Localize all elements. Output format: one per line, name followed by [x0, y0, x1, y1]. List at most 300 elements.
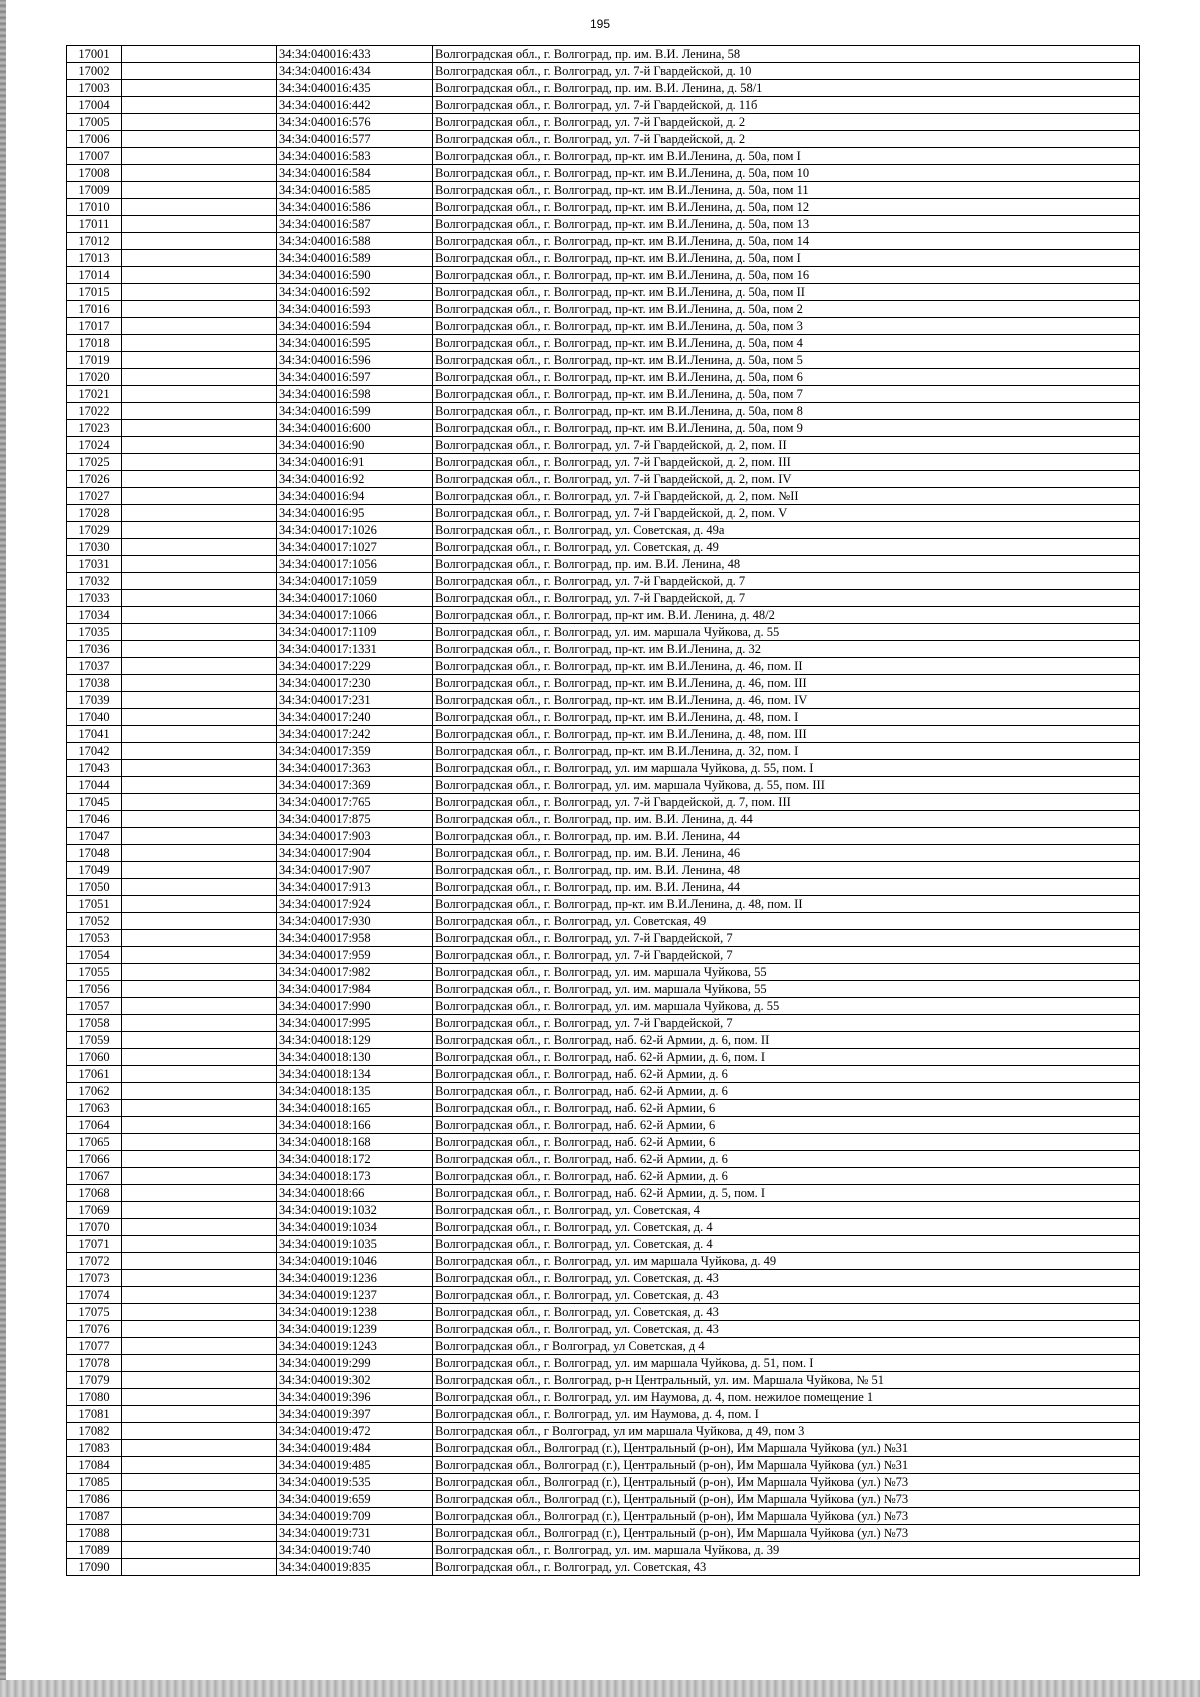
address-cell: Волгоградская обл., г. Волгоград, ул. Советская, д. 43	[433, 1321, 1140, 1338]
row-number-cell: 17056	[67, 981, 122, 998]
table-row	[67, 1083, 1140, 1100]
cadastral-number-cell: 34:34:040018:168	[277, 1134, 433, 1151]
cadastral-number-cell: 34:34:040017:765	[277, 794, 433, 811]
table-row	[67, 1389, 1140, 1406]
cadastral-number-cell: 34:34:040016:592	[277, 284, 433, 301]
table-row	[67, 63, 1140, 80]
address-cell: Волгоградская обл., г. Волгоград, ул. 7-й Гвардейской, д. 2, пом. IV	[433, 471, 1140, 488]
address-cell: Волгоградская обл., г. Волгоград, пр-кт. им В.И.Ленина, д. 50а, пом 11	[433, 182, 1140, 199]
table-row	[67, 1321, 1140, 1338]
cadastral-number-cell: 34:34:040017:240	[277, 709, 433, 726]
name-cell	[122, 335, 277, 352]
cadastral-number-cell: 34:34:040019:472	[277, 1423, 433, 1440]
cadastral-number-cell: 34:34:040019:1046	[277, 1253, 433, 1270]
cadastral-number-cell: 34:34:040016:91	[277, 454, 433, 471]
table-row	[67, 216, 1140, 233]
table-row	[67, 998, 1140, 1015]
row-number-cell: 17063	[67, 1100, 122, 1117]
table-row	[67, 777, 1140, 794]
name-cell	[122, 1049, 277, 1066]
cadastral-number-cell: 34:34:040017:1331	[277, 641, 433, 658]
address-cell: Волгоградская обл., г. Волгоград, ул. им. маршала Чуйкова, 55	[433, 981, 1140, 998]
address-cell: Волгоградская обл., г. Волгоград, наб. 62-й Армии, д. 6	[433, 1168, 1140, 1185]
row-number-cell: 17043	[67, 760, 122, 777]
name-cell	[122, 233, 277, 250]
cadastral-number-cell: 34:34:040018:173	[277, 1168, 433, 1185]
row-number-cell: 17045	[67, 794, 122, 811]
name-cell	[122, 1508, 277, 1525]
address-cell: Волгоградская обл., г. Волгоград, пр. им. В.И. Ленина, 44	[433, 828, 1140, 845]
cadastral-number-cell: 34:34:040016:593	[277, 301, 433, 318]
cadastral-number-cell: 34:34:040018:166	[277, 1117, 433, 1134]
table-row	[67, 1423, 1140, 1440]
name-cell	[122, 1083, 277, 1100]
address-cell: Волгоградская обл., Волгоград (г.), Центральный (р-он), Им Маршала Чуйкова (ул.) №31	[433, 1440, 1140, 1457]
row-number-cell: 17069	[67, 1202, 122, 1219]
table-row	[67, 199, 1140, 216]
cadastral-number-cell: 34:34:040016:587	[277, 216, 433, 233]
table-row	[67, 1168, 1140, 1185]
name-cell	[122, 63, 277, 80]
name-cell	[122, 845, 277, 862]
cadastral-number-cell: 34:34:040016:94	[277, 488, 433, 505]
cadastral-number-cell: 34:34:040017:990	[277, 998, 433, 1015]
address-cell: Волгоградская обл., г. Волгоград, пр. им. В.И. Ленина, д. 44	[433, 811, 1140, 828]
table-row	[67, 1559, 1140, 1576]
name-cell	[122, 828, 277, 845]
name-cell	[122, 505, 277, 522]
cadastral-number-cell: 34:34:040018:172	[277, 1151, 433, 1168]
registry-table	[66, 45, 1140, 1576]
name-cell	[122, 539, 277, 556]
table-row	[67, 1185, 1140, 1202]
row-number-cell: 17090	[67, 1559, 122, 1576]
row-number-cell: 17074	[67, 1287, 122, 1304]
row-number-cell: 17008	[67, 165, 122, 182]
row-number-cell: 17065	[67, 1134, 122, 1151]
name-cell	[122, 386, 277, 403]
name-cell	[122, 1474, 277, 1491]
cadastral-number-cell: 34:34:040017:958	[277, 930, 433, 947]
name-cell	[122, 284, 277, 301]
address-cell: Волгоградская обл., г. Волгоград, пр-кт им. В.И. Ленина, д. 48/2	[433, 607, 1140, 624]
name-cell	[122, 981, 277, 998]
address-cell: Волгоградская обл., г. Волгоград, пр-кт. им В.И.Ленина, д. 50а, пом 16	[433, 267, 1140, 284]
row-number-cell: 17064	[67, 1117, 122, 1134]
table-row	[67, 369, 1140, 386]
cadastral-number-cell: 34:34:040019:835	[277, 1559, 433, 1576]
name-cell	[122, 1032, 277, 1049]
address-cell: Волгоградская обл., г. Волгоград, ул. 7-й Гвардейской, д. 2, пом. III	[433, 454, 1140, 471]
row-number-cell: 17058	[67, 1015, 122, 1032]
address-cell: Волгоградская обл., г. Волгоград, пр-кт. им В.И.Ленина, д. 46, пом. II	[433, 658, 1140, 675]
address-cell: Волгоградская обл., г. Волгоград, наб. 62-й Армии, 6	[433, 1134, 1140, 1151]
name-cell	[122, 420, 277, 437]
address-cell: Волгоградская обл., г. Волгоград, ул. Советская, д. 43	[433, 1287, 1140, 1304]
name-cell	[122, 658, 277, 675]
address-cell: Волгоградская обл., г. Волгоград, пр-кт. им В.И.Ленина, д. 50а, пом 8	[433, 403, 1140, 420]
cadastral-number-cell: 34:34:040016:576	[277, 114, 433, 131]
table-row	[67, 352, 1140, 369]
address-cell: Волгоградская обл., г. Волгоград, ул. 7-й Гвардейской, д. 2, пом. V	[433, 505, 1140, 522]
registry-body	[67, 46, 1140, 1576]
table-row	[67, 301, 1140, 318]
table-row	[67, 471, 1140, 488]
scan-edge-left	[0, 0, 6, 1697]
cadastral-number-cell: 34:34:040017:1066	[277, 607, 433, 624]
table-row	[67, 930, 1140, 947]
table-row	[67, 420, 1140, 437]
address-cell: Волгоградская обл., г. Волгоград, ул. 7-й Гвардейской, д. 7, пом. III	[433, 794, 1140, 811]
cadastral-number-cell: 34:34:040016:442	[277, 97, 433, 114]
name-cell	[122, 998, 277, 1015]
name-cell	[122, 590, 277, 607]
cadastral-number-cell: 34:34:040019:1032	[277, 1202, 433, 1219]
table-row	[67, 709, 1140, 726]
name-cell	[122, 199, 277, 216]
row-number-cell: 17088	[67, 1525, 122, 1542]
address-cell: Волгоградская обл., г. Волгоград, ул. 7-й Гвардейской, д. 2, пом. II	[433, 437, 1140, 454]
address-cell: Волгоградская обл., г. Волгоград, р-н Центральный, ул. им. Маршала Чуйкова, № 51	[433, 1372, 1140, 1389]
name-cell	[122, 794, 277, 811]
address-cell: Волгоградская обл., г. Волгоград, ул. им. маршала Чуйкова, 55	[433, 964, 1140, 981]
row-number-cell: 17084	[67, 1457, 122, 1474]
table-row	[67, 454, 1140, 471]
address-cell: Волгоградская обл., г. Волгоград, ул. Советская, д. 43	[433, 1270, 1140, 1287]
table-row	[67, 896, 1140, 913]
address-cell: Волгоградская обл., г. Волгоград, ул. им Наумова, д. 4, пом. I	[433, 1406, 1140, 1423]
table-row	[67, 658, 1140, 675]
table-row	[67, 437, 1140, 454]
address-cell: Волгоградская обл., г. Волгоград, пр-кт. им В.И.Ленина, д. 46, пом. IV	[433, 692, 1140, 709]
table-row	[67, 981, 1140, 998]
address-cell: Волгоградская обл., г. Волгоград, ул. 7-й Гвардейской, д. 10	[433, 63, 1140, 80]
row-number-cell: 17061	[67, 1066, 122, 1083]
name-cell	[122, 1236, 277, 1253]
cadastral-number-cell: 34:34:040019:740	[277, 1542, 433, 1559]
row-number-cell: 17051	[67, 896, 122, 913]
cadastral-number-cell: 34:34:040017:1109	[277, 624, 433, 641]
row-number-cell: 17027	[67, 488, 122, 505]
address-cell: Волгоградская обл., г. Волгоград, пр-кт. им В.И.Ленина, д. 32	[433, 641, 1140, 658]
name-cell	[122, 556, 277, 573]
cadastral-number-cell: 34:34:040017:995	[277, 1015, 433, 1032]
address-cell: Волгоградская обл., г. Волгоград, ул. 7-й Гвардейской, д. 2	[433, 114, 1140, 131]
name-cell	[122, 896, 277, 913]
table-row	[67, 607, 1140, 624]
row-number-cell: 17033	[67, 590, 122, 607]
name-cell	[122, 1202, 277, 1219]
table-row	[67, 1440, 1140, 1457]
table-row	[67, 1066, 1140, 1083]
cadastral-number-cell: 34:34:040019:659	[277, 1491, 433, 1508]
name-cell	[122, 1304, 277, 1321]
cadastral-number-cell: 34:34:040017:913	[277, 879, 433, 896]
cadastral-number-cell: 34:34:040019:731	[277, 1525, 433, 1542]
table-row	[67, 1355, 1140, 1372]
name-cell	[122, 1559, 277, 1576]
row-number-cell: 17086	[67, 1491, 122, 1508]
row-number-cell: 17020	[67, 369, 122, 386]
name-cell	[122, 471, 277, 488]
address-cell: Волгоградская обл., г. Волгоград, пр-кт. им В.И.Ленина, д. 50а, пом 9	[433, 420, 1140, 437]
row-number-cell: 17072	[67, 1253, 122, 1270]
address-cell: Волгоградская обл., г. Волгоград, наб. 62-й Армии, д. 6	[433, 1083, 1140, 1100]
row-number-cell: 17082	[67, 1423, 122, 1440]
name-cell	[122, 1151, 277, 1168]
row-number-cell: 17011	[67, 216, 122, 233]
cadastral-number-cell: 34:34:040016:596	[277, 352, 433, 369]
address-cell: Волгоградская обл., г. Волгоград, пр-кт. им В.И.Ленина, д. 32, пом. I	[433, 743, 1140, 760]
row-number-cell: 17021	[67, 386, 122, 403]
address-cell: Волгоградская обл., г. Волгоград, пр. им. В.И. Ленина, 46	[433, 845, 1140, 862]
cadastral-number-cell: 34:34:040018:165	[277, 1100, 433, 1117]
name-cell	[122, 573, 277, 590]
cadastral-number-cell: 34:34:040016:594	[277, 318, 433, 335]
address-cell: Волгоградская обл., Волгоград (г.), Центральный (р-он), Им Маршала Чуйкова (ул.) №73	[433, 1508, 1140, 1525]
table-row	[67, 1134, 1140, 1151]
row-number-cell: 17073	[67, 1270, 122, 1287]
name-cell	[122, 1185, 277, 1202]
cadastral-number-cell: 34:34:040017:230	[277, 675, 433, 692]
address-cell: Волгоградская обл., г Волгоград, ул им маршала Чуйкова, д 49, пом 3	[433, 1423, 1140, 1440]
cadastral-number-cell: 34:34:040017:982	[277, 964, 433, 981]
row-number-cell: 17075	[67, 1304, 122, 1321]
row-number-cell: 17034	[67, 607, 122, 624]
row-number-cell: 17081	[67, 1406, 122, 1423]
name-cell	[122, 811, 277, 828]
row-number-cell: 17016	[67, 301, 122, 318]
address-cell: Волгоградская обл., г. Волгоград, ул. им маршала Чуйкова, д. 51, пом. I	[433, 1355, 1140, 1372]
cadastral-number-cell: 34:34:040017:904	[277, 845, 433, 862]
name-cell	[122, 267, 277, 284]
cadastral-number-cell: 34:34:040017:229	[277, 658, 433, 675]
table-row	[67, 913, 1140, 930]
address-cell: Волгоградская обл., г. Волгоград, ул. им. маршала Чуйкова, д. 39	[433, 1542, 1140, 1559]
table-row	[67, 845, 1140, 862]
name-cell	[122, 131, 277, 148]
table-row	[67, 1202, 1140, 1219]
row-number-cell: 17009	[67, 182, 122, 199]
row-number-cell: 17083	[67, 1440, 122, 1457]
name-cell	[122, 930, 277, 947]
address-cell: Волгоградская обл., г. Волгоград, пр-кт. им В.И.Ленина, д. 48, пом. II	[433, 896, 1140, 913]
cadastral-number-cell: 34:34:040017:959	[277, 947, 433, 964]
address-cell: Волгоградская обл., г. Волгоград, ул. 7-й Гвардейской, д. 2	[433, 131, 1140, 148]
address-cell: Волгоградская обл., г. Волгоград, наб. 62-й Армии, 6	[433, 1100, 1140, 1117]
table-row	[67, 522, 1140, 539]
address-cell: Волгоградская обл., г. Волгоград, ул. 7-й Гвардейской, д. 11б	[433, 97, 1140, 114]
name-cell	[122, 1406, 277, 1423]
address-cell: Волгоградская обл., г. Волгоград, наб. 62-й Армии, д. 6, пом. I	[433, 1049, 1140, 1066]
cadastral-number-cell: 34:34:040019:1236	[277, 1270, 433, 1287]
cadastral-number-cell: 34:34:040018:129	[277, 1032, 433, 1049]
name-cell	[122, 1423, 277, 1440]
cadastral-number-cell: 34:34:040018:66	[277, 1185, 433, 1202]
cadastral-number-cell: 34:34:040019:484	[277, 1440, 433, 1457]
name-cell	[122, 692, 277, 709]
name-cell	[122, 760, 277, 777]
row-number-cell: 17089	[67, 1542, 122, 1559]
address-cell: Волгоградская обл., г. Волгоград, наб. 62-й Армии, д. 5, пом. I	[433, 1185, 1140, 1202]
address-cell: Волгоградская обл., г. Волгоград, ул. 7-й Гвардейской, д. 7	[433, 590, 1140, 607]
table-row	[67, 692, 1140, 709]
name-cell	[122, 1389, 277, 1406]
row-number-cell: 17079	[67, 1372, 122, 1389]
name-cell	[122, 1372, 277, 1389]
cadastral-number-cell: 34:34:040019:709	[277, 1508, 433, 1525]
cadastral-number-cell: 34:34:040017:924	[277, 896, 433, 913]
table-row	[67, 828, 1140, 845]
row-number-cell: 17070	[67, 1219, 122, 1236]
table-row	[67, 1287, 1140, 1304]
row-number-cell: 17080	[67, 1389, 122, 1406]
address-cell: Волгоградская обл., г. Волгоград, пр. им. В.И. Ленина, 44	[433, 879, 1140, 896]
address-cell: Волгоградская обл., г. Волгоград, пр-кт. им В.И.Ленина, д. 50а, пом 13	[433, 216, 1140, 233]
address-cell: Волгоградская обл., г. Волгоград, пр-кт. им В.И.Ленина, д. 50а, пом I	[433, 250, 1140, 267]
cadastral-number-cell: 34:34:040016:598	[277, 386, 433, 403]
address-cell: Волгоградская обл., г. Волгоград, пр-кт. им В.И.Ленина, д. 50а, пом I	[433, 148, 1140, 165]
table-row	[67, 726, 1140, 743]
row-number-cell: 17036	[67, 641, 122, 658]
name-cell	[122, 352, 277, 369]
row-number-cell: 17085	[67, 1474, 122, 1491]
name-cell	[122, 913, 277, 930]
table-row	[67, 947, 1140, 964]
table-row	[67, 335, 1140, 352]
address-cell: Волгоградская обл., г Волгоград, ул Советская, д 4	[433, 1338, 1140, 1355]
address-cell: Волгоградская обл., Волгоград (г.), Центральный (р-он), Им Маршала Чуйкова (ул.) №73	[433, 1525, 1140, 1542]
address-cell: Волгоградская обл., г. Волгоград, пр-кт. им В.И.Ленина, д. 48, пом. III	[433, 726, 1140, 743]
cadastral-number-cell: 34:34:040018:135	[277, 1083, 433, 1100]
name-cell	[122, 1270, 277, 1287]
table-row	[67, 1491, 1140, 1508]
address-cell: Волгоградская обл., г. Волгоград, ул. им. маршала Чуйкова, д. 55	[433, 998, 1140, 1015]
row-number-cell: 17001	[67, 46, 122, 63]
address-cell: Волгоградская обл., г. Волгоград, пр. им. В.И. Ленина, 58	[433, 46, 1140, 63]
address-cell: Волгоградская обл., г. Волгоград, пр-кт. им В.И.Ленина, д. 46, пом. III	[433, 675, 1140, 692]
row-number-cell: 17040	[67, 709, 122, 726]
name-cell	[122, 743, 277, 760]
row-number-cell: 17002	[67, 63, 122, 80]
cadastral-number-cell: 34:34:040019:1243	[277, 1338, 433, 1355]
cadastral-number-cell: 34:34:040016:590	[277, 267, 433, 284]
row-number-cell: 17032	[67, 573, 122, 590]
address-cell: Волгоградская обл., г. Волгоград, пр-кт. им В.И.Ленина, д. 50а, пом 10	[433, 165, 1140, 182]
address-cell: Волгоградская обл., г. Волгоград, наб. 62-й Армии, д. 6	[433, 1151, 1140, 1168]
name-cell	[122, 318, 277, 335]
row-number-cell: 17042	[67, 743, 122, 760]
name-cell	[122, 1168, 277, 1185]
row-number-cell: 17023	[67, 420, 122, 437]
table-row	[67, 505, 1140, 522]
address-cell: Волгоградская обл., г. Волгоград, ул. им маршала Чуйкова, д. 49	[433, 1253, 1140, 1270]
cadastral-number-cell: 34:34:040016:434	[277, 63, 433, 80]
table-row	[67, 250, 1140, 267]
cadastral-number-cell: 34:34:040017:1056	[277, 556, 433, 573]
address-cell: Волгоградская обл., г. Волгоград, пр-кт. им В.И.Ленина, д. 50а, пом 4	[433, 335, 1140, 352]
address-cell: Волгоградская обл., г. Волгоград, пр-кт. им В.И.Ленина, д. 50а, пом 5	[433, 352, 1140, 369]
table-row	[67, 403, 1140, 420]
table-row	[67, 964, 1140, 981]
cadastral-number-cell: 34:34:040019:535	[277, 1474, 433, 1491]
table-row	[67, 97, 1140, 114]
cadastral-number-cell: 34:34:040019:397	[277, 1406, 433, 1423]
row-number-cell: 17048	[67, 845, 122, 862]
name-cell	[122, 97, 277, 114]
name-cell	[122, 1117, 277, 1134]
table-row	[67, 1151, 1140, 1168]
cadastral-number-cell: 34:34:040016:90	[277, 437, 433, 454]
row-number-cell: 17030	[67, 539, 122, 556]
row-number-cell: 17017	[67, 318, 122, 335]
name-cell	[122, 675, 277, 692]
page-number: 195	[589, 17, 611, 31]
cadastral-number-cell: 34:34:040016:588	[277, 233, 433, 250]
name-cell	[122, 1100, 277, 1117]
table-row	[67, 1304, 1140, 1321]
table-row	[67, 1542, 1140, 1559]
table-row	[67, 1117, 1140, 1134]
row-number-cell: 17077	[67, 1338, 122, 1355]
table-row	[67, 386, 1140, 403]
table-row	[67, 743, 1140, 760]
name-cell	[122, 1219, 277, 1236]
table-row	[67, 318, 1140, 335]
name-cell	[122, 777, 277, 794]
row-number-cell: 17062	[67, 1083, 122, 1100]
cadastral-number-cell: 34:34:040016:585	[277, 182, 433, 199]
table-row	[67, 80, 1140, 97]
row-number-cell: 17057	[67, 998, 122, 1015]
row-number-cell: 17078	[67, 1355, 122, 1372]
row-number-cell: 17014	[67, 267, 122, 284]
table-row	[67, 760, 1140, 777]
cadastral-number-cell: 34:34:040017:363	[277, 760, 433, 777]
row-number-cell: 17067	[67, 1168, 122, 1185]
cadastral-number-cell: 34:34:040016:600	[277, 420, 433, 437]
cadastral-number-cell: 34:34:040016:595	[277, 335, 433, 352]
row-number-cell: 17012	[67, 233, 122, 250]
name-cell	[122, 1287, 277, 1304]
row-number-cell: 17018	[67, 335, 122, 352]
name-cell	[122, 726, 277, 743]
name-cell	[122, 250, 277, 267]
row-number-cell: 17037	[67, 658, 122, 675]
table-row	[67, 862, 1140, 879]
row-number-cell: 17066	[67, 1151, 122, 1168]
cadastral-number-cell: 34:34:040017:1026	[277, 522, 433, 539]
table-row	[67, 114, 1140, 131]
name-cell	[122, 454, 277, 471]
cadastral-number-cell: 34:34:040016:589	[277, 250, 433, 267]
address-cell: Волгоградская обл., г. Волгоград, ул. Советская, д. 4	[433, 1219, 1140, 1236]
cadastral-number-cell: 34:34:040019:1034	[277, 1219, 433, 1236]
cadastral-number-cell: 34:34:040019:302	[277, 1372, 433, 1389]
name-cell	[122, 964, 277, 981]
address-cell: Волгоградская обл., г. Волгоград, пр-кт. им В.И.Ленина, д. 50а, пом 3	[433, 318, 1140, 335]
table-row	[67, 488, 1140, 505]
name-cell	[122, 1066, 277, 1083]
row-number-cell: 17041	[67, 726, 122, 743]
address-cell: Волгоградская обл., г. Волгоград, пр. им. В.И. Ленина, 48	[433, 556, 1140, 573]
table-row	[67, 1032, 1140, 1049]
row-number-cell: 17054	[67, 947, 122, 964]
table-row	[67, 182, 1140, 199]
row-number-cell: 17044	[67, 777, 122, 794]
cadastral-number-cell: 34:34:040016:435	[277, 80, 433, 97]
address-cell: Волгоградская обл., г. Волгоград, ул. Советская, 49	[433, 913, 1140, 930]
